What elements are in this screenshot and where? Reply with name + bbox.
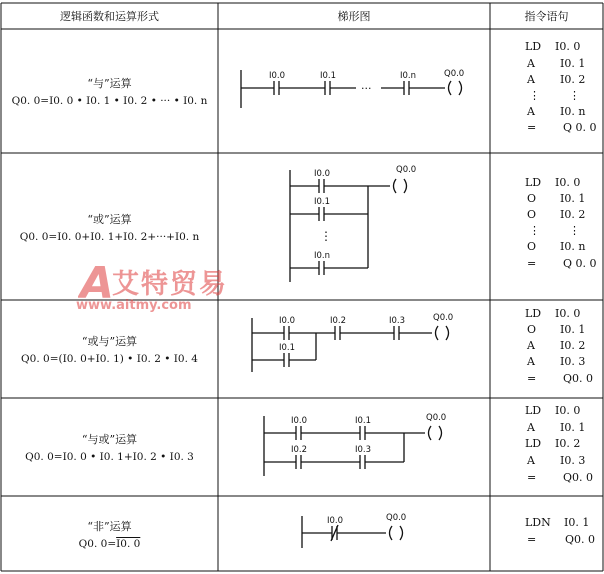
instruction-op: LD	[525, 40, 542, 53]
instruction-arg: ⋮	[569, 89, 580, 102]
contact-label: I0.1	[355, 416, 372, 426]
instruction-op: O	[527, 240, 537, 253]
instruction-arg: Q0. 0	[563, 471, 594, 484]
contact-label: I0.n	[314, 251, 331, 261]
instruction-arg: I0. n	[560, 240, 586, 253]
instruction-op: =	[527, 471, 537, 484]
instruction-op: LD	[525, 404, 542, 417]
expr-prefix: Q0. 0=	[78, 537, 117, 550]
instruction-op: =	[527, 372, 537, 385]
instruction-arg: I0. 1	[560, 192, 586, 205]
contact-label: I0.2	[330, 316, 347, 326]
instruction-op: O	[527, 208, 537, 221]
contact-label: I0.1	[279, 343, 296, 353]
contact-label: I0.0	[279, 316, 296, 326]
instruction-op: O	[527, 192, 537, 205]
instruction-arg: Q 0. 0	[563, 257, 597, 270]
instruction-op: =	[527, 533, 537, 546]
instruction-op: LD	[525, 437, 542, 450]
instruction-op: LD	[525, 176, 542, 189]
instruction-op: A	[527, 454, 535, 467]
watermark-url: www.aitmy.com	[76, 298, 192, 313]
instruction-op: A	[527, 355, 535, 368]
coil-label: Q0.0	[396, 165, 417, 175]
instruction-arg: I0. 3	[560, 454, 586, 467]
coil-label: Q0.0	[444, 69, 465, 79]
instruction-arg: I0. 1	[564, 516, 590, 529]
instruction-arg: I0. 2	[560, 339, 586, 352]
instruction-op: A	[527, 73, 535, 86]
row-expression: Q0. 0=I0. 0 • I0. 1 • I0. 2 • ··· • I0. n	[11, 95, 208, 107]
coil-label: Q0.0	[433, 313, 454, 323]
instruction-op: =	[527, 257, 537, 270]
instruction-arg: I0. 0	[555, 176, 581, 189]
instruction-arg: I0. 1	[560, 57, 586, 70]
instruction-arg: Q0. 0	[563, 372, 594, 385]
instruction-op: A	[527, 421, 535, 434]
expr-negated-operand: I0. 0	[116, 537, 141, 550]
instruction-arg: I0. 0	[555, 40, 581, 53]
contact-label: I0.0	[327, 516, 344, 526]
instruction-arg: I0. 2	[555, 437, 581, 450]
row-title: “或与”运算	[81, 335, 138, 348]
instruction-arg: I0. 0	[555, 404, 581, 417]
row-title: “非”运算	[87, 519, 132, 533]
instruction-arg: I0. 1	[560, 323, 586, 336]
instruction-op: ⋮	[529, 89, 540, 102]
contact-label: I0.n	[400, 71, 417, 81]
instruction-op: A	[527, 105, 535, 118]
instruction-op: ⋮	[529, 224, 540, 237]
contact-label: I0.0	[291, 416, 308, 426]
contact-label: I0.0	[269, 71, 286, 81]
instruction-arg: I0. 0	[555, 307, 581, 320]
instruction-arg: I0. 2	[560, 73, 586, 86]
row-title: “或”运算	[87, 212, 132, 226]
instruction-op: O	[527, 323, 537, 336]
row-expression: Q0. 0=I0. 0+I0. 1+I0. 2+···+I0. n	[19, 230, 200, 243]
header-function: 逻辑函数和运算形式	[60, 10, 159, 23]
series-dots: ···	[361, 82, 372, 95]
watermark-brand: 艾特贸易	[112, 269, 228, 300]
contact-label: I0.3	[389, 316, 406, 326]
row-title: “与或”运算	[81, 433, 138, 446]
instruction-op: A	[527, 57, 535, 70]
watermark-logo-letter: A	[80, 258, 115, 309]
instruction-op: LDN	[525, 516, 551, 529]
instruction-arg: Q 0. 0	[563, 121, 597, 134]
row-expression: Q0. 0=(I0. 0+I0. 1) • I0. 2 • I0. 4	[21, 353, 198, 365]
row-expression: Q0. 0=I0. 0 • I0. 1+I0. 2 • I0. 3	[25, 451, 194, 463]
contact-label: I0.0	[314, 169, 331, 179]
instruction-arg: I0. n	[560, 105, 586, 118]
instruction-arg: ⋮	[569, 224, 580, 237]
contact-label: I0.1	[314, 197, 331, 207]
instruction-arg: I0. 3	[560, 355, 586, 368]
row-title: “与”运算	[87, 77, 132, 90]
parallel-dots: ⋮	[320, 229, 332, 243]
instruction-arg: I0. 1	[560, 421, 586, 434]
header-instruction: 指令语句	[524, 10, 569, 23]
instruction-op: LD	[525, 307, 542, 320]
contact-label: I0.2	[291, 445, 308, 455]
header-ladder: 梯形图	[337, 10, 371, 23]
contact-label: I0.3	[355, 445, 372, 455]
coil-label: Q0.0	[426, 413, 447, 423]
contact-label: I0.1	[320, 71, 337, 81]
instruction-op: A	[527, 339, 535, 352]
coil-label: Q0.0	[386, 513, 407, 523]
instruction-op: =	[527, 121, 537, 134]
instruction-arg: Q0. 0	[565, 533, 596, 546]
instruction-arg: I0. 2	[560, 208, 586, 221]
